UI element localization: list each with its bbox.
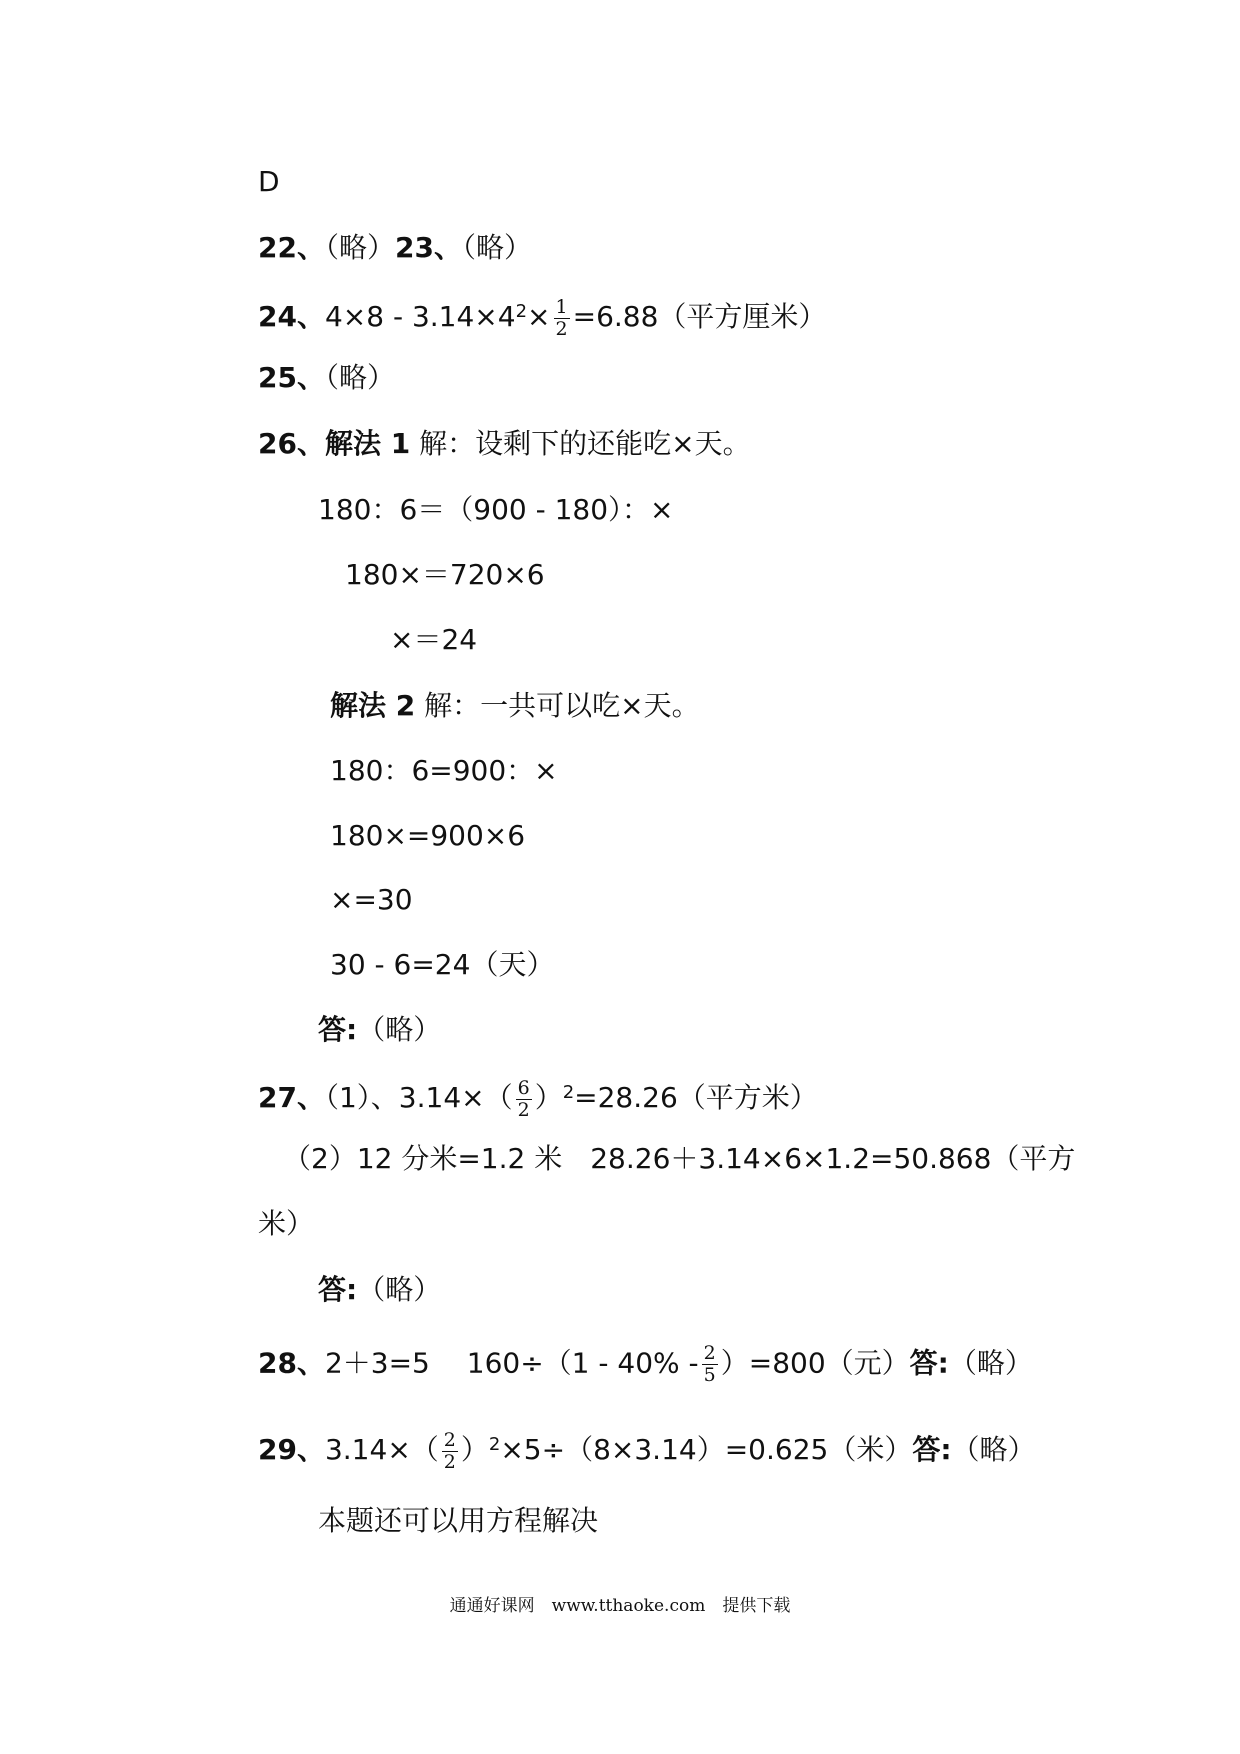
answer-text: （略） [357, 1273, 442, 1306]
question-number: 23、 [394, 231, 462, 264]
answer-label: 答: [909, 1346, 949, 1380]
answer-22-23 [258, 228, 532, 268]
numerator: 1 [555, 295, 568, 318]
method-label: 解法 1 [324, 427, 411, 460]
fraction [442, 1430, 458, 1473]
expression: 4×8 - 3.14×4 [324, 300, 516, 333]
fraction [554, 297, 570, 340]
question-number: 22、 [258, 231, 325, 264]
expression: ×5÷（8×3.14）=0.625（米） [500, 1433, 913, 1466]
question-number: 29、 [258, 1433, 325, 1466]
equation-line [330, 945, 554, 985]
fraction [702, 1343, 718, 1386]
denominator: 2 [517, 1098, 530, 1121]
answer-24 [258, 292, 826, 340]
text: D [258, 165, 280, 198]
equation-line [330, 880, 413, 920]
expression: 2＋3=5 160÷（1 - 40% - [324, 1346, 699, 1380]
note-text: 本题还可以用方程解决 [318, 1504, 599, 1537]
answer-text: （略） [324, 361, 395, 394]
superscript: 2 [562, 1082, 575, 1103]
equation-line [330, 816, 525, 856]
answer-label: 答: [912, 1433, 952, 1466]
expression: （1）、3.14×（ [324, 1081, 513, 1114]
answer-line [318, 1270, 441, 1310]
question-number: 28、 [258, 1346, 325, 1380]
answer-27-continuation [258, 1204, 314, 1244]
numerator: 2 [703, 1342, 716, 1364]
expression: ） [534, 1081, 563, 1114]
answer-28 [258, 1343, 1033, 1386]
answer-text: （略） [951, 1433, 1036, 1466]
question-number: 24、 [258, 300, 325, 333]
superscript: 2 [488, 1434, 501, 1455]
equation-line [345, 555, 545, 595]
equation: 180：6=900：× [330, 754, 558, 787]
expression: （2）12 分米=1.2 米 28.26＋3.14×6×1.2=50.868（平方 [283, 1142, 1076, 1175]
answer-text: （略） [357, 1013, 442, 1046]
numerator: 6 [517, 1076, 530, 1099]
question-number: 27、 [258, 1081, 325, 1114]
expression: =6.88（平方厘米） [572, 300, 827, 333]
expression: ） [460, 1433, 489, 1466]
answer-text: 解：设剩下的还能吃×天。 [410, 427, 751, 460]
fraction [516, 1078, 532, 1121]
answer-label: 答: [318, 1273, 358, 1306]
equation: 180×＝720×6 [345, 558, 545, 591]
equation-line [390, 620, 477, 660]
answer-fragment-d [258, 162, 280, 202]
equation: 180：6＝（900 - 180）：× [318, 493, 674, 526]
answer-text: 解：一共可以吃×天。 [415, 689, 700, 722]
equation: 180×=900×6 [330, 819, 526, 852]
expression: × [527, 300, 551, 333]
denominator: 2 [555, 317, 568, 340]
method-2-heading [330, 686, 700, 726]
equation: 30 - 6=24（天） [330, 948, 555, 981]
equation: ×=30 [330, 883, 413, 916]
answer-29 [258, 1425, 1036, 1473]
answer-line [318, 1010, 441, 1050]
expression: ）=800（元） [720, 1346, 910, 1380]
answer-text: （略） [324, 231, 395, 264]
question-number: 26、 [258, 427, 325, 460]
answer-text: （略） [948, 1346, 1033, 1380]
page-footer: 通通好课网 www.tthaoke.com 提供下载 [449, 1596, 791, 1616]
answer-27-part-2 [283, 1139, 1075, 1179]
expression: =28.26（平方米） [574, 1081, 818, 1114]
numerator: 2 [443, 1428, 456, 1451]
equation-line [318, 490, 674, 530]
answer-25 [258, 358, 395, 398]
denominator: 2 [443, 1450, 456, 1473]
expression: 米） [258, 1207, 315, 1240]
note-line [318, 1501, 598, 1541]
method-label: 解法 2 [330, 689, 416, 722]
superscript: 2 [515, 301, 528, 322]
denominator: 5 [703, 1364, 716, 1386]
question-number: 25、 [258, 361, 325, 394]
answer-27-part-1 [258, 1073, 818, 1121]
answer-label: 答: [318, 1013, 358, 1046]
answer-text: （略） [461, 231, 532, 264]
expression: 3.14×（ [324, 1433, 439, 1466]
equation-line [330, 751, 558, 791]
answer-26-heading [258, 424, 751, 464]
equation: ×＝24 [390, 623, 478, 656]
